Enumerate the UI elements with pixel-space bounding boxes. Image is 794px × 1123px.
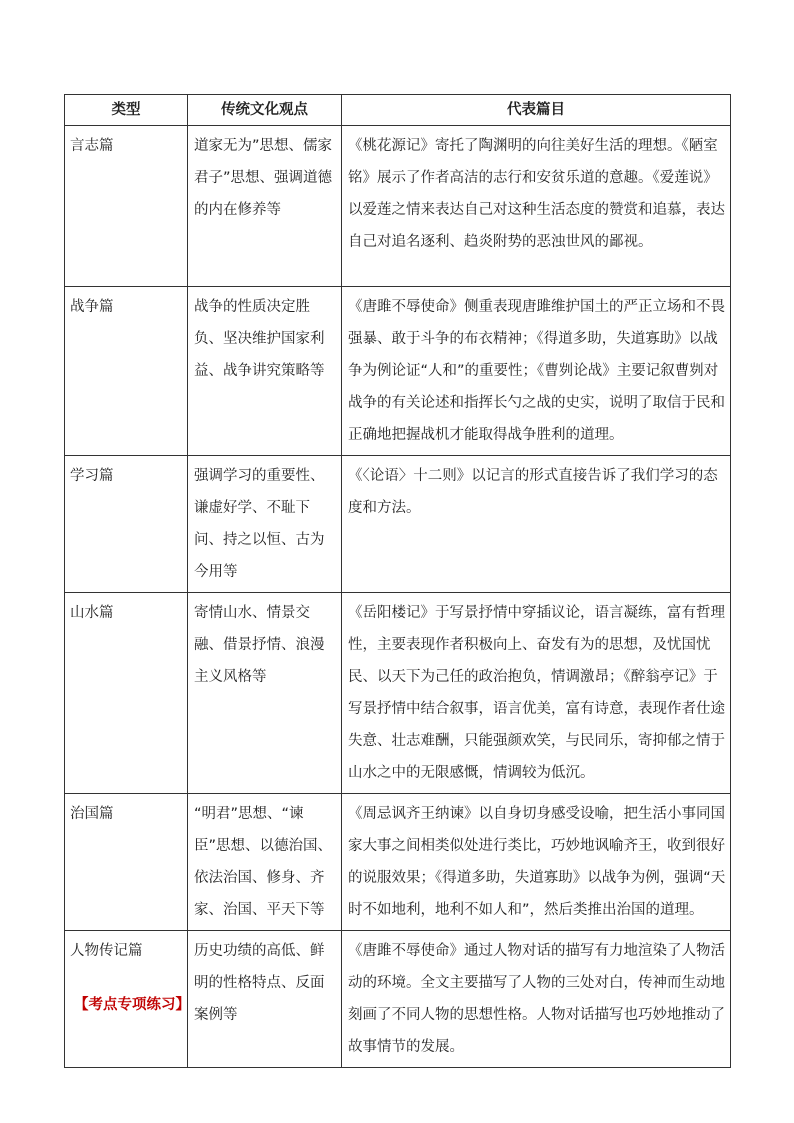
literature-table xyxy=(64,94,731,1068)
table-row xyxy=(65,593,731,794)
cell-type: 山水篇 xyxy=(65,593,188,794)
cell-works: 《〈论语〉十二则》以记言的形式直接告诉了我们学习的态度和方法。 xyxy=(342,456,731,593)
header-type: 类型 xyxy=(65,95,188,126)
header-works: 代表篇目 xyxy=(342,95,731,126)
cell-type: 学习篇 xyxy=(65,456,188,593)
cell-view: 历史功绩的高低、鲜明的性格特点、反面案例等 xyxy=(188,931,342,1068)
cell-works: 《周忌讽齐王纳谏》以自身切身感受设喻，把生活小事同国家大事之间相类似处进行类比，巧妙地讽喻齐王，收到很好的说服效果；《得道多助，失道寡助》以战争为例，强调“天时不如地利，地利不如人和”，然后类推出治国的道理。 xyxy=(342,794,731,931)
header-view: 传统文化观点 xyxy=(188,95,342,126)
table-row xyxy=(65,794,731,931)
cell-works: 《桃花源记》寄托了陶渊明的向往美好生活的理想。《陋室铭》展示了作者高洁的志行和安贫乐道的意趣。《爱莲说》以爱莲之情来表达自己对这种生活态度的赞赏和追慕，表达自己对追名逐利、趋炎附势的恶浊世风的鄙视。 xyxy=(342,126,731,287)
cell-works: 《岳阳楼记》于写景抒情中穿插议论，语言凝练，富有哲理性，主要表现作者积极向上、奋发有为的思想，及忧国忧民、以天下为己任的政治抱负，情调激昂；《醉翁亭记》于写景抒情中结合叙事，语言优美，富有诗意，表现作者仕途失意、壮志难酬，只能强颜欢笑，与民同乐，寄抑郁之情于山水之中的无限感慨，情调较为低沉。 xyxy=(342,593,731,794)
cell-works: 《唐雎不辱使命》侧重表现唐雎维护国土的严正立场和不畏强暴、敢于斗争的布衣精神；《得道多助，失道寡助》以战争为例论证“人和”的重要性；《曹刿论战》主要记叙曹刿对战争的有关论述和指挥长勺之战的史实，说明了取信于民和正确地把握战机才能取得战争胜利的道理。 xyxy=(342,287,731,456)
cell-view: 强调学习的重要性、谦虚好学、不耻下问、持之以恒、古为今用等 xyxy=(188,456,342,593)
practice-section-title: 【考点专项练习】 xyxy=(74,997,190,1013)
table-header-row xyxy=(65,95,731,126)
cell-works: 《唐雎不辱使命》通过人物对话的描写有力地渲染了人物活动的环境。全文主要描写了人物的三处对白，传神而生动地刻画了不同人物的思想性格。人物对话描写也巧妙地推动了故事情节的发展。 xyxy=(342,931,731,1068)
cell-type: 言志篇 xyxy=(65,126,188,287)
cell-type: 治国篇 xyxy=(65,794,188,931)
cell-view: 寄情山水、情景交融、借景抒情、浪漫主义风格等 xyxy=(188,593,342,794)
cell-view: 道家无为”思想、儒家君子”思想、强调道德的内在修养等 xyxy=(188,126,342,287)
table-row xyxy=(65,126,731,287)
cell-type: 人物传记篇 xyxy=(65,931,188,1068)
table-row xyxy=(65,287,731,456)
cell-view: 战争的性质决定胜负、坚决维护国家利益、战争讲究策略等 xyxy=(188,287,342,456)
cell-view: “明君”思想、“谏臣”思想、以德治国、依法治国、修身、齐家、治国、平天下等 xyxy=(188,794,342,931)
table-row xyxy=(65,456,731,593)
cell-type: 战争篇 xyxy=(65,287,188,456)
